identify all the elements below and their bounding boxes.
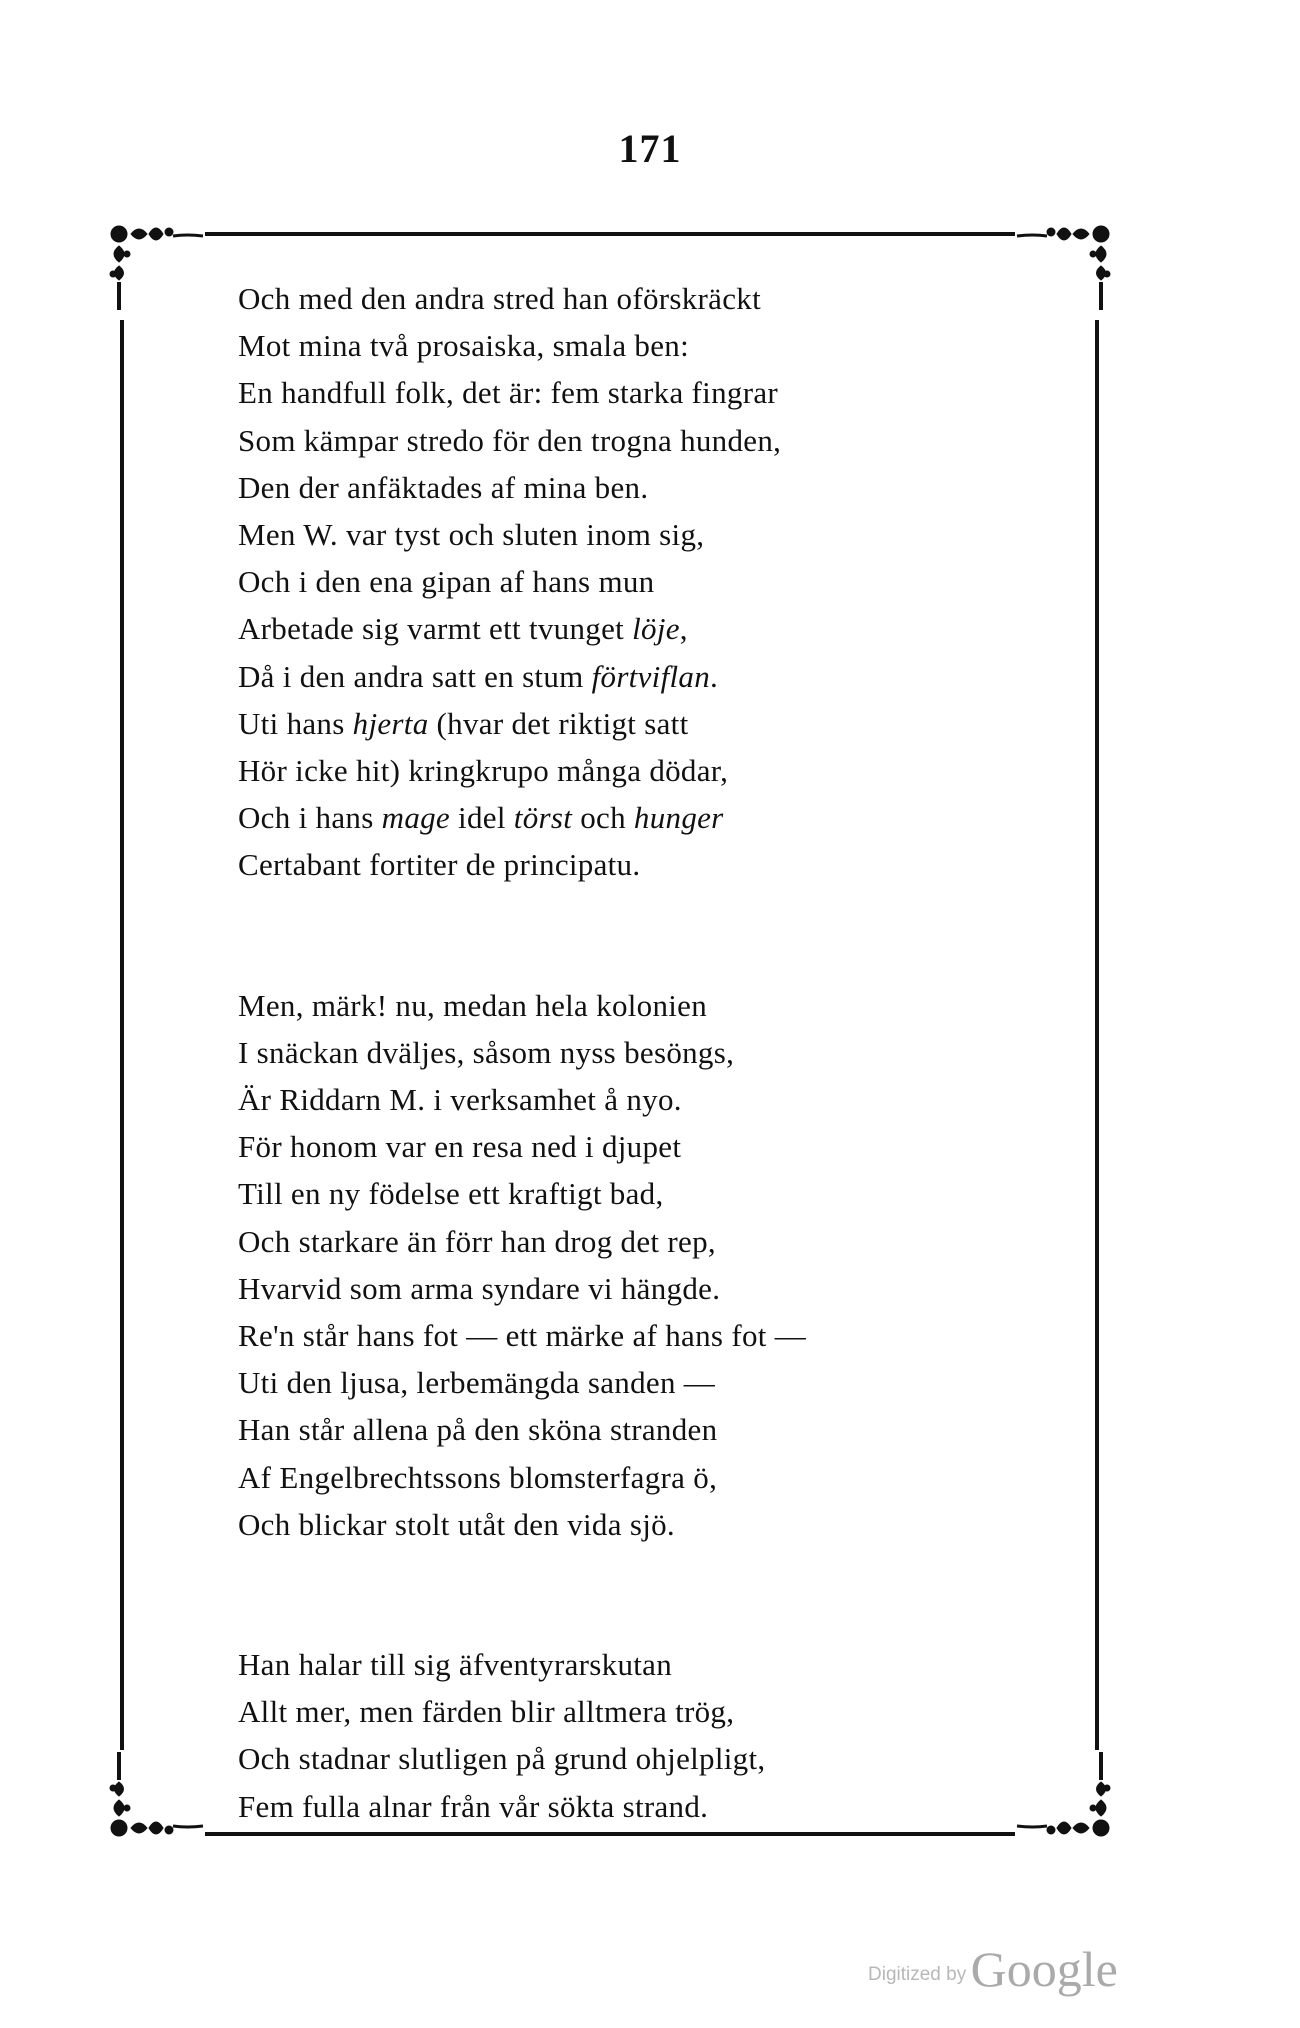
poem-line: Af Engelbrechtssons blomsterfagra ö, <box>238 1459 718 1495</box>
floral-corner-icon <box>1015 1740 1115 1850</box>
poem-line: Arbetade sig varmt ett tvunget löje, <box>238 611 688 647</box>
poem-line: Och i den ena gipan af hans mun <box>238 564 655 600</box>
poem-line: Och med den andra stred han oförskräckt <box>238 281 762 316</box>
floral-corner-icon <box>105 212 205 322</box>
poem-line: I snäckan dväljes, såsom nyss besöngs, <box>238 1034 735 1070</box>
poem-line: Fem fulla alnar från vår sökta strand. <box>238 1788 709 1824</box>
poem-line: Är Riddarn M. i verksamhet å nyo. <box>238 1082 682 1118</box>
poem-line: Re'n står hans fot — ett märke af hans fot — <box>238 1318 807 1354</box>
poem-line: Och starkare än förr han drog det rep, <box>238 1223 716 1259</box>
poem-line: Den der anfäktades af mina ben. <box>238 469 649 505</box>
poem-line: Till en ny födelse ett kraftigt bad, <box>238 1176 664 1212</box>
google-logo: Google <box>970 1941 1118 1997</box>
floral-corner-icon <box>1015 212 1115 322</box>
poem-line: En handfull folk, det är: fem starka fingrar <box>238 375 779 411</box>
page-number: 171 <box>618 126 682 171</box>
poem-line: Uti den ljusa, lerbemängda sanden — <box>238 1365 716 1401</box>
top-rule <box>205 232 1015 236</box>
poem-line: Som kämpar stredo för den trogna hunden, <box>238 422 782 458</box>
left-rule <box>120 320 124 1750</box>
poem-line: Allt mer, men färden blir alltmera trög, <box>238 1694 735 1730</box>
poem-line: Han halar till sig äfventyrarskutan <box>238 1647 673 1683</box>
stanza-gap <box>238 889 1008 982</box>
poem-line: Hvarvid som arma syndare vi hängde. <box>238 1270 721 1306</box>
digitized-label: Digitized by <box>868 1964 967 1985</box>
poem-line: För honom var en resa ned i djupet <box>238 1129 682 1165</box>
right-rule <box>1095 320 1099 1750</box>
poem-line: Och blickar stolt utåt den vida sjö. <box>238 1506 675 1542</box>
stanza-3 <box>238 1641 1008 1830</box>
floral-corner-icon <box>105 1740 205 1850</box>
poem-line: Mot mina två prosaiska, smala ben: <box>238 328 689 364</box>
poem-line: Certabant fortiter de principatu. <box>238 847 641 883</box>
poem-line: Han står allena på den sköna stranden <box>238 1412 718 1448</box>
digitized-footer <box>868 1940 1118 1998</box>
poem-line: Uti hans hjerta (hvar det riktigt satt <box>238 705 689 741</box>
stanza-1 <box>238 275 1008 889</box>
poem-line: Men W. var tyst och sluten inom sig, <box>238 517 705 553</box>
bottom-rule <box>205 1832 1015 1836</box>
stanza-gap <box>238 1548 1008 1641</box>
poem-line: Men, märk! nu, medan hela kolonien <box>238 987 708 1023</box>
poem-line: Då i den andra satt en stum förtviflan. <box>238 658 719 694</box>
poem-line: Och i hans mage idel törst och hunger <box>238 800 724 836</box>
poem-line: Hör icke hit) kringkrupo många dödar, <box>238 753 729 789</box>
stanza-2 <box>238 982 1008 1548</box>
poem-body <box>238 275 1008 1830</box>
poem-line: Och stadnar slutligen på grund ohjelpligt, <box>238 1741 766 1777</box>
